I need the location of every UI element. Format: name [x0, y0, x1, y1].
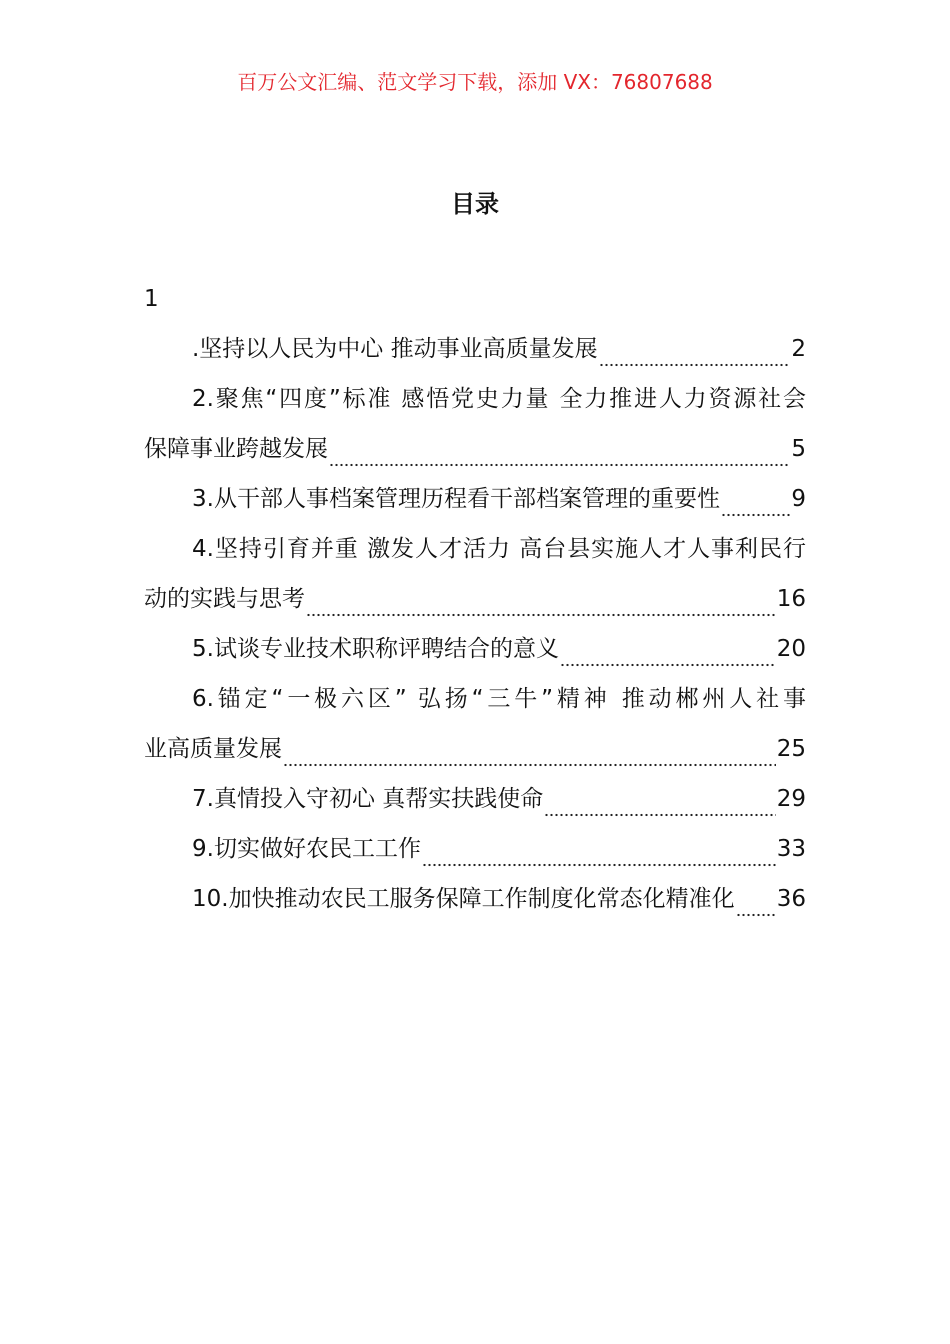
dot-leader	[721, 512, 790, 518]
dot-leader	[544, 812, 775, 818]
toc-entry-title: 9.切实做好农民工工作	[192, 836, 421, 862]
watermark-header: 百万公文汇编、范文学习下载，添加 VX：76807688	[237, 70, 713, 94]
toc-entry-title: 10.加快推动农民工服务保障工作制度化常态化精准化	[192, 886, 735, 912]
toc-entry-line	[144, 330, 806, 380]
toc-entry-title: 业高质量发展	[144, 736, 282, 762]
toc-entry-line	[144, 380, 806, 430]
toc-entry-title: 2.聚焦“四度”标准 感悟党史力量 全力推进人力资源社会	[192, 386, 806, 412]
dot-leader	[736, 912, 776, 918]
toc-entry[interactable]	[144, 330, 806, 380]
toc-entry[interactable]	[144, 880, 806, 930]
toc-page-number: 25	[776, 736, 806, 762]
toc-entry[interactable]	[144, 380, 806, 480]
dot-leader	[560, 662, 776, 668]
page-title: 目录	[451, 190, 499, 218]
toc-entry-line	[144, 430, 806, 480]
toc-page-number: 29	[776, 786, 806, 812]
dot-leader	[422, 862, 776, 868]
toc-page-number: 9	[791, 486, 806, 512]
toc-entry-title: 保障事业跨越发展	[144, 436, 328, 462]
dot-leader	[306, 612, 776, 618]
toc-entry-title: 7.真情投入守初心 真帮实扶践使命	[192, 786, 544, 812]
toc-entry-title: 3.从干部人事档案管理历程看干部档案管理的重要性	[192, 486, 720, 512]
toc-entry-line	[144, 580, 806, 630]
toc-entry-line	[144, 630, 806, 680]
dot-leader	[283, 762, 776, 768]
toc-entry[interactable]	[144, 680, 806, 780]
toc-entries	[144, 330, 806, 930]
toc-page-number: 5	[791, 436, 806, 462]
toc-entry-line	[144, 480, 806, 530]
toc-entry-line	[144, 830, 806, 880]
toc-page-number: 20	[776, 636, 806, 662]
toc-entry-title: 4.坚持引育并重 激发人才活力 高台县实施人才人事利民行	[192, 536, 806, 562]
toc-entry-line	[144, 780, 806, 830]
toc-entry-line	[144, 730, 806, 780]
toc-entry[interactable]	[144, 480, 806, 530]
toc-entry-title: 6.锚定“一极六区” 弘扬“三牛”精神 推动郴州人社事	[192, 686, 806, 712]
dot-leader	[329, 462, 790, 468]
toc-stray-number-line	[144, 280, 806, 330]
toc-entry-line	[144, 680, 806, 730]
toc-page-number: 2	[791, 336, 806, 362]
toc-entry[interactable]	[144, 530, 806, 630]
toc-page-number: 16	[776, 586, 806, 612]
toc-stray-number: 1	[144, 286, 159, 312]
toc-page-number: 33	[776, 836, 806, 862]
toc-entry[interactable]	[144, 630, 806, 680]
toc-entry-line	[144, 530, 806, 580]
toc-entry-title: .坚持以人民为中心 推动事业高质量发展	[192, 336, 598, 362]
toc-page-number: 36	[776, 886, 806, 912]
toc-entry-title: 5.试谈专业技术职称评聘结合的意义	[192, 636, 559, 662]
toc-entry[interactable]	[144, 780, 806, 830]
toc-entry[interactable]	[144, 830, 806, 880]
toc-entry-title: 动的实践与思考	[144, 586, 305, 612]
toc-entry-line	[144, 880, 806, 930]
dot-leader	[599, 362, 791, 368]
table-of-contents	[144, 280, 806, 930]
